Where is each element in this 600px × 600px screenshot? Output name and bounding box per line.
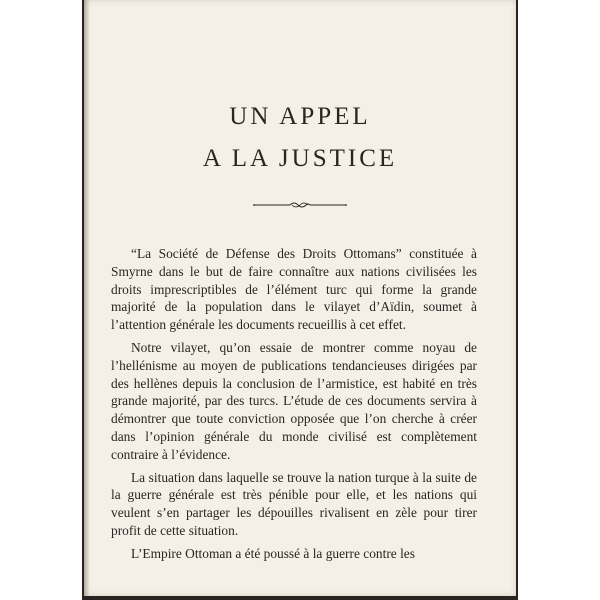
page-gutter-shading [84, 0, 90, 596]
title-line-2: A LA JUSTICE [202, 145, 398, 172]
body-text [111, 245, 477, 568]
title-line-1: UN APPEL [229, 103, 371, 130]
decorative-rule-icon [252, 198, 348, 212]
paragraph-2: Notre vilayet, qu’on essaie de montrer comme noyau de l’hellénisme au moyen de publications tendancieuses dirigées par des hellènes depuis la conclusion de l’armistice, est habité en très grande majorité, par des turcs. L’étude de ces documents servira à démontrer que toute conviction opposée que l’on cherche à créer dans l’opinion générale du monde civilisé est complètement contraire à l’évidence. [111, 339, 477, 462]
book-page [84, 0, 516, 596]
paragraph-1: “La Société de Défense des Droits Ottomans” constituée à Smyrne dans le but de faire connaître aux nations civilisées les droits imprescriptibles de l’élément turc qui forme la grande majorité de la population dans le vilayet d’Aïdin, soumet à l’attention générale les documents recueillis à cet effet. [111, 246, 477, 333]
paragraph-4: L’Empire Ottoman a été poussé à la guerre contre les [131, 545, 415, 561]
paragraph-3: La situation dans laquelle se trouve la nation turque à la suite de la guerre générale est très pénible pour elle, et les nations qui veulent s’en partager les dépouilles rivalisent en zèle pour tirer profit de cette situation. [111, 469, 477, 538]
